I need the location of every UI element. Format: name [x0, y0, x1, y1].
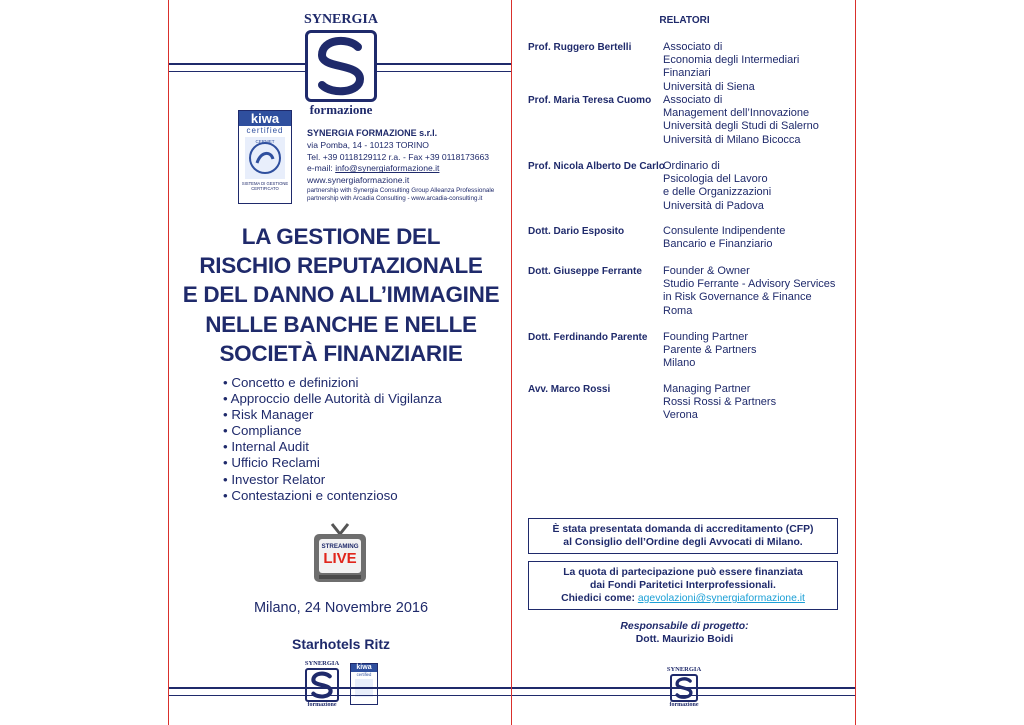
cfp-note-line: al Consiglio dell’Ordine degli Avvocati di Milano.: [563, 537, 803, 548]
kiwa-certified-label: certified: [246, 126, 284, 135]
cfp-note-line: È stata presentata domanda di accreditamento (CFP): [552, 524, 814, 535]
speaker-role-line: Rossi Rossi & Partners: [663, 396, 777, 409]
logo-top-word: SYNERGIA: [304, 12, 378, 27]
footer-rule: [169, 687, 512, 689]
project-manager: [512, 620, 857, 646]
company-phone: Tel. +39 0118129112 r.a. - Fax +39 0118173663: [307, 151, 490, 162]
speaker-role-line: Bancario e Finanziario: [663, 238, 773, 251]
footer-kiwa-brand: kiwa: [351, 664, 377, 672]
kiwa-certified-badge: [238, 110, 292, 204]
right-footer-logo-bottom-word: formazione: [669, 702, 699, 708]
footer-kiwa-certified: certified: [356, 672, 372, 677]
speaker-name: Prof. Ruggero Bertelli: [528, 42, 632, 53]
speaker-name: Dott. Dario Esposito: [528, 226, 625, 237]
contact-block: [307, 128, 507, 203]
event-venue: Starhotels Ritz: [291, 636, 390, 652]
cfp-note-box: [528, 518, 838, 554]
title-line: SOCIETÀ FINANZIARIE: [219, 340, 463, 366]
speaker-role-line: Economia degli Intermediari Finanziari: [663, 54, 800, 80]
speaker-role: [663, 331, 757, 371]
topic-item: • Internal Audit: [223, 439, 442, 455]
kiwa-brand: kiwa: [239, 111, 291, 126]
topic-item: • Ufficio Reclami: [223, 455, 442, 471]
logo-bottom-word: formazione: [309, 102, 373, 117]
speaker-role-line: Founding Partner: [663, 331, 748, 343]
company-email-line: [307, 163, 507, 175]
responsible-label: Responsabile di progetto:: [620, 621, 749, 632]
left-panel: [168, 0, 512, 725]
speaker-role-line: e delle Organizzazioni: [663, 186, 772, 199]
right-footer-rule-thin: [512, 695, 855, 696]
topic-item: • Compliance: [223, 423, 442, 439]
relatori-heading: RELATORI: [659, 15, 710, 26]
streaming-tv-icon: [312, 522, 368, 584]
speaker-name: Avv. Marco Rossi: [528, 384, 611, 395]
speaker-role: [663, 265, 835, 318]
funding-email-link[interactable]: agevolazioni@synergiaformazione.it: [637, 593, 805, 604]
speaker-name: Prof. Nicola Alberto De Carlo: [528, 161, 665, 172]
speaker-role: [663, 160, 771, 213]
footer-rule-thin: [169, 695, 512, 696]
funding-ask-line: [529, 592, 837, 605]
cermet-seal-icon: [245, 137, 285, 179]
right-footer-rule: [512, 687, 855, 689]
speaker-role-line: Ordinario di: [663, 160, 720, 172]
funding-note-box: [528, 561, 838, 610]
footer-synergia-logo: [304, 660, 340, 709]
speaker-role: [663, 225, 785, 251]
speaker-role-line: in Risk Governance & Finance: [663, 291, 812, 304]
footer-logo-bottom-word: formazione: [307, 702, 337, 708]
speaker-role-line: Verona: [663, 409, 698, 422]
topics-list: [223, 375, 442, 504]
speaker-role-line: Parente & Partners: [663, 344, 757, 357]
title-line: NELLE BANCHE E NELLE: [205, 311, 477, 337]
funding-note-line: La quota di partecipazione può essere finanziata: [563, 567, 803, 578]
title-line: LA GESTIONE DEL: [241, 224, 441, 249]
footer-logo-s-mark: [305, 668, 339, 702]
cermet-label: CERMET: [255, 139, 275, 144]
title-line: E DEL DANNO ALL’IMMAGINE: [182, 282, 500, 308]
speaker-role-line: Psicologia del Lavoro: [663, 173, 768, 186]
topic-item: • Contestazioni e contenzioso: [223, 488, 442, 504]
speaker-role-line: Consulente Indipendente: [663, 225, 786, 237]
right-footer-logo-top-word: SYNERGIA: [666, 666, 702, 673]
footer-logo-top-word: SYNERGIA: [304, 660, 340, 667]
company-website[interactable]: www.synergiaformazione.it: [307, 175, 410, 186]
footer-kiwa-badge: [350, 663, 378, 705]
partnership-1: partnership with Synergia Consulting Group Alleanza Professionale: [307, 186, 495, 194]
funding-note-line: dai Fondi Paritetici Interprofessionali.: [590, 580, 776, 591]
streaming-label: STREAMING: [321, 543, 359, 550]
synergia-logo: [301, 12, 381, 117]
kiwa-badge-text: SISTEMA DI GESTIONE CERTIFICATO: [241, 181, 289, 191]
speaker-role-line: Milano: [663, 357, 696, 370]
topic-item: • Investor Relator: [223, 472, 442, 488]
speaker-role-line: Associato di: [663, 41, 723, 53]
topic-item: • Risk Manager: [223, 407, 442, 423]
speaker-role-line: Associato di: [663, 94, 723, 106]
speaker-role-line: Founder & Owner: [663, 265, 750, 277]
company-name: SYNERGIA FORMAZIONE s.r.l.: [307, 128, 438, 138]
speaker-role: [663, 41, 848, 94]
right-panel: [511, 0, 856, 725]
partnership-2: partnership with Arcadia Consulting - www.arcadia-consulting.it: [307, 194, 483, 202]
event-date: Milano, 24 Novembre 2016: [253, 600, 429, 616]
speaker-role-line: Management dell’Innovazione: [663, 107, 810, 120]
logo-s-mark: [305, 30, 377, 102]
speaker-role-line: Managing Partner: [663, 383, 751, 395]
speaker-name: Prof. Maria Teresa Cuomo: [528, 95, 652, 106]
speaker-role-line: Università di Padova: [663, 199, 764, 212]
company-email-link[interactable]: info@synergiaformazione.it: [335, 163, 440, 174]
event-title: [169, 222, 513, 368]
title-line: RISCHIO REPUTAZIONALE: [199, 253, 483, 279]
speaker-role: [663, 383, 776, 423]
topic-item: • Concetto e definizioni: [223, 375, 442, 391]
speaker-role-line: Università di Siena: [663, 80, 755, 93]
company-address: via Pomba, 14 - 10123 TORINO: [307, 139, 429, 150]
speaker-role-line: Studio Ferrante - Advisory Services: [663, 278, 836, 291]
speaker-role-line: Università degli Studi di Salerno: [663, 120, 819, 133]
live-label: LIVE: [323, 550, 357, 567]
speaker-role-line: Roma: [663, 304, 693, 317]
responsible-name: Dott. Maurizio Boidi: [635, 634, 734, 645]
speaker-name: Dott. Giuseppe Ferrante: [528, 266, 642, 277]
topic-item: • Approccio delle Autorità di Vigilanza: [223, 391, 442, 407]
speaker-name: Dott. Ferdinando Parente: [528, 332, 648, 343]
email-prefix: e-mail:: [307, 163, 336, 174]
speaker-role: [663, 94, 819, 147]
funding-ask: Chiedici come:: [561, 593, 638, 604]
speaker-role-line: Università di Milano Bicocca: [663, 133, 801, 146]
